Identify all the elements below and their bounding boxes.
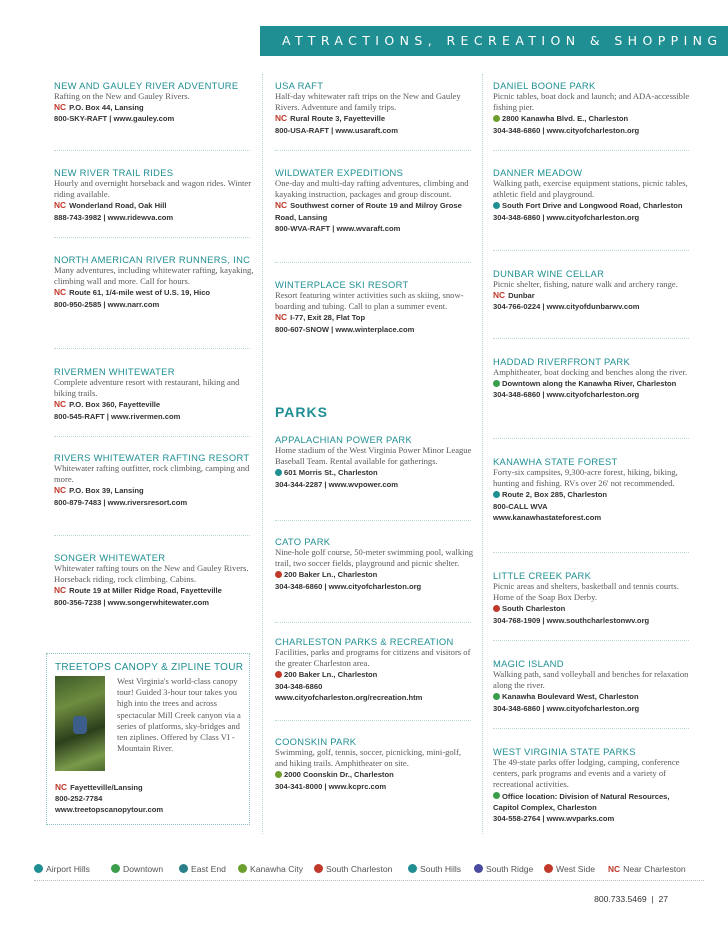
listing-contact[interactable]: 304-766-0224 | www.cityofdunbarwv.com [493, 302, 640, 312]
listing-desc: Walking path, sand volleyball and benches for relaxation along the river. [493, 669, 689, 691]
listing-desc: Picnic shelter, fishing, nature walk and archery range. [493, 279, 678, 289]
legend-south-ridge [474, 864, 533, 874]
airport-hills-icon [275, 469, 282, 476]
near-charleston-marker: NC [275, 312, 288, 323]
near-charleston-marker: NC [275, 113, 288, 124]
legend-label: Near Charleston [623, 864, 686, 874]
featured-listing-treetops [46, 653, 250, 825]
listing-contact[interactable]: 800-CALL WVA [493, 501, 548, 511]
address-text: South Charleston [502, 604, 566, 614]
address-text: South Fort Drive and Longwood Road, Charleston [502, 201, 683, 211]
listing-title: DUNBAR WINE CELLAR [493, 268, 605, 279]
address-text: I-77, Exit 28, Flat Top [290, 313, 366, 323]
listing-address [54, 287, 254, 298]
divider [493, 338, 689, 339]
listing-dunbar-wine-cellar [493, 268, 693, 313]
address-text: Route 19 at Miller Ridge Road, Fayetteville [69, 586, 222, 596]
near-charleston-marker: NC [608, 864, 621, 874]
address-text: Wonderland Road, Oak Hill [69, 201, 167, 211]
legend-kanawha-city [238, 864, 303, 874]
near-charleston-marker: NC [493, 290, 506, 301]
divider [275, 720, 471, 721]
column-divider [482, 74, 483, 834]
zipline-rider [73, 716, 87, 734]
listing-title: APPALACHIAN POWER PARK [275, 434, 413, 445]
listing-address [275, 769, 475, 780]
listing-title: USA RAFT [275, 80, 324, 91]
south-ridge-icon [474, 864, 483, 873]
listing-title: RIVERMEN WHITEWATER [54, 366, 175, 377]
listing-title: MAGIC ISLAND [493, 658, 564, 669]
west-side-icon [544, 864, 553, 873]
listing-contact[interactable]: 304-768-1909 | www.southcharlestonwv.org [493, 615, 650, 625]
near-charleston-marker: NC [54, 399, 67, 410]
listing-address [493, 691, 693, 702]
listing-contact[interactable]: 800-607-SNOW | www.winterplace.com [275, 324, 415, 334]
near-charleston-marker: NC [275, 200, 288, 211]
near-charleston-marker: NC [54, 102, 67, 113]
feature-heading [55, 662, 250, 673]
address-text: 200 Baker Ln., Charleston [284, 570, 378, 580]
listing-title: SONGER WHITEWATER [54, 552, 166, 563]
listing-contact[interactable]: 888-743-3982 | www.ridewva.com [54, 212, 174, 222]
legend-label: Airport Hills [46, 864, 90, 874]
listing-desc: Walking path, exercise equipment stations, picnic tables, athletic field and playground. [493, 178, 688, 200]
listing-address [54, 485, 254, 496]
listing-title: COONSKIN PARK [275, 736, 357, 747]
listing-desc: Half-day whitewater raft trips on the New and Gauley Rivers. Adventure and family trips. [275, 91, 461, 113]
address-text: Kanawha Boulevard West, Charleston [502, 692, 639, 702]
legend-east-end [179, 864, 226, 874]
listing-desc: One-day and multi-day rafting adventures, climbing and kayaking instruction, packages and group discount. [275, 178, 469, 200]
listing-address [493, 290, 693, 301]
listing-contact[interactable]: 304-348-6860 | www.cityofcharleston.org [493, 212, 640, 222]
divider [493, 728, 689, 729]
listing-desc: Picnic tables, boat dock and launch; and ADA-accessible fishing pier. [493, 91, 690, 113]
listing-coonskin-park [275, 736, 475, 792]
divider [493, 250, 689, 251]
listing-address [54, 200, 254, 211]
airport-hills-icon [34, 864, 43, 873]
address-text: Route 2, Box 285, Charleston [502, 490, 608, 500]
page-title: ATTRACTIONS, RECREATION & SHOPPING [282, 33, 723, 48]
listing-desc: Home stadium of the West Virginia Power Minor League Baseball Team. Rental available for gatherings. [275, 445, 472, 467]
address-text: 2000 Coonskin Dr., Charleston [284, 770, 394, 780]
address-text: Route 61, 1/4-mile west of U.S. 19, Hico [69, 288, 211, 298]
listing-title: NEW AND GAULEY RIVER ADVENTURE [54, 80, 239, 91]
listing-address [54, 585, 254, 596]
listing-address [493, 113, 693, 124]
west-side-icon [275, 671, 282, 678]
legend-airport-hills [34, 864, 90, 874]
downtown-icon [493, 792, 500, 799]
listing-narr [54, 254, 254, 310]
listing-cato-park [275, 536, 475, 592]
listing-address [54, 399, 254, 410]
region-legend [34, 864, 728, 880]
listing-desc: Forty-six campsites, 9,300-acre forest, hiking, biking, hunting and fishing. RVs over 26' not recommended. [493, 467, 678, 489]
listing-contact[interactable]: 304-344-2287 | www.wvpower.com [275, 479, 398, 489]
legend-label: Downtown [123, 864, 164, 874]
listing-desc: The 49-state parks offer lodging, camping, conference centers, park programs and events and a variety of recreational activities. [493, 757, 680, 790]
listing-desc: Nine-hole golf course, 50-meter swimming pool, walking trail, two soccer fields, playground and picnic shelter. [275, 547, 474, 569]
south-charleston-icon [314, 864, 323, 873]
south-charleston-icon [493, 605, 500, 612]
listing-address [275, 200, 475, 222]
divider [54, 535, 250, 536]
listing-title: CHARLESTON PARKS & RECREATION [275, 636, 454, 647]
listing-title: WILDWATER EXPEDITIONS [275, 167, 404, 178]
legend-south-hills [408, 864, 461, 874]
listing-address [493, 200, 693, 211]
divider [275, 520, 471, 521]
listing-contact[interactable]: 304-341-8000 | www.kcprc.com [275, 781, 387, 791]
west-side-icon [275, 571, 282, 578]
near-charleston-marker: NC [54, 585, 67, 596]
address-text: P.O. Box 39, Lansing [69, 486, 144, 496]
listing-contact[interactable]: 800-356-7238 | www.songerwhitewater.com [54, 597, 210, 607]
legend-near-charleston [608, 864, 686, 874]
divider [275, 622, 471, 623]
listing-charleston-parks-recreation [275, 636, 475, 703]
listing-title: NEW RIVER TRAIL RIDES [54, 167, 174, 178]
listing-title: DANNER MEADOW [493, 167, 583, 178]
listing-desc: Amphitheater, boat docking and benches along the river. [493, 367, 688, 377]
near-charleston-marker: NC [54, 200, 67, 211]
address-text: 2800 Kanawha Blvd. E., Charleston [502, 114, 629, 124]
listing-address [493, 791, 693, 813]
listing-title: CATO PARK [275, 536, 331, 547]
kanawha-city-icon [493, 115, 500, 122]
listing-desc: Many adventures, including whitewater rafting, kayaking, climbing wall and more. Call for hours. [54, 265, 254, 287]
address-text: Southwest corner of Route 19 and Milroy Grose Road, Lansing [275, 201, 462, 222]
listing-danner-meadow [493, 167, 693, 223]
legend-label: South Charleston [326, 864, 393, 874]
listing-contact[interactable]: 304-348-6860 | www.cityofcharleston.org [493, 125, 640, 135]
legend-south-charleston [314, 864, 392, 874]
address-text: P.O. Box 360, Fayetteville [69, 400, 161, 410]
listing-title: DANIEL BOONE PARK [493, 80, 596, 91]
listing-desc: Resort featuring winter activities such as skiing, snow-boarding and tubing. Call to plan a summer event. [275, 290, 464, 312]
listing-title: WEST VIRGINIA STATE PARKS [493, 746, 636, 757]
downtown-icon [111, 864, 120, 873]
legend-label: South Ridge [486, 864, 534, 874]
listing-address [275, 312, 475, 323]
listing-desc: Hourly and overnight horseback and wagon rides. Winter riding available. [54, 178, 252, 200]
listing-address [275, 113, 475, 124]
address-text: Office location: Division of Natural Resources, Capitol Complex, Charleston [493, 791, 670, 812]
listing-title: LITTLE CREEK PARK [493, 570, 592, 581]
divider [54, 150, 250, 151]
listing-address [493, 378, 693, 389]
listing-contact[interactable]: 304-348-6860 | www.cityofcharleston.org [493, 703, 640, 713]
listing-contact[interactable]: 304-348-6860 | www.cityofcharleston.org [493, 390, 640, 400]
listing-contact[interactable]: 800-879-7483 | www.riversresort.com [54, 497, 188, 507]
listing-desc: Complete adventure resort with restaurant, hiking and biking trails. [54, 377, 240, 399]
downtown-icon [493, 693, 500, 700]
listing-desc: Picnic areas and shelters, basketball and tennis courts. Home of the Soap Box Derby. [493, 581, 679, 603]
listing-title: HADDAD RIVERFRONT PARK [493, 356, 630, 367]
listing-contact[interactable]: 800-USA-RAFT | www.usaraft.com [275, 125, 398, 135]
listing-winterplace [275, 279, 475, 335]
listing-desc: Rafting on the New and Gauley Rivers. [54, 91, 190, 101]
near-charleston-marker: NC [54, 287, 67, 298]
listing-title: KANAWHA STATE FOREST [493, 456, 618, 467]
listing-address [54, 102, 254, 113]
downtown-icon [493, 380, 500, 387]
listing-title: WINTERPLACE SKI RESORT [275, 279, 409, 290]
listing-desc: Facilities, parks and programs for citizens and visitors of the greater Charleston area. [275, 647, 471, 669]
address-text: 601 Morris St., Charleston [284, 468, 378, 478]
feature-phone[interactable]: 800-252-7784 [55, 794, 103, 804]
divider [275, 150, 471, 151]
feature-address [55, 782, 250, 793]
legend-label: Kanawha City [250, 864, 304, 874]
address-text: Rural Route 3, Fayetteville [290, 114, 386, 124]
listing-address [275, 467, 475, 478]
kanawha-city-icon [275, 771, 282, 778]
south-hills-icon [493, 491, 500, 498]
listing-website[interactable]: www.cityofcharleston.org/recreation.htm [275, 692, 423, 702]
legend-downtown [111, 864, 163, 874]
divider [54, 348, 250, 349]
listing-contact[interactable]: 304-348-6860 | www.cityofcharleston.org [275, 581, 422, 591]
listing-address [275, 669, 475, 680]
listing-haddad-riverfront [493, 356, 693, 401]
legend-label: East End [191, 864, 226, 874]
listing-address [493, 603, 693, 614]
address-text: Dunbar [508, 291, 535, 301]
footer-phone: 800.733.5469 [594, 894, 647, 904]
parks-heading: PARKS [275, 404, 328, 420]
listing-little-creek-park [493, 570, 693, 626]
address-text: P.O. Box 44, Lansing [69, 103, 144, 113]
footer-separator: | [651, 894, 654, 904]
south-hills-icon [493, 202, 500, 209]
divider [493, 150, 689, 151]
feature-contact-block [55, 782, 250, 816]
listing-wv-state-parks [493, 746, 693, 824]
listing-daniel-boone-park [493, 80, 693, 136]
divider [275, 262, 471, 263]
legend-label: South Hills [420, 864, 462, 874]
feature-title: TREETOPS CANOPY & ZIPLINE TOUR [55, 662, 244, 673]
listing-magic-island [493, 658, 693, 714]
page-number: 27 [658, 894, 668, 904]
divider [54, 237, 250, 238]
legend-divider [34, 880, 704, 881]
listing-desc: Whitewater rafting outfitter, rock climbing, camping and more. [54, 463, 250, 485]
kanawha-city-icon [238, 864, 247, 873]
divider [493, 438, 689, 439]
listing-appalachian-power-park [275, 434, 475, 490]
feature-website[interactable]: www.treetopscanopytour.com [55, 805, 164, 815]
listing-address [275, 569, 475, 580]
listing-website[interactable]: www.kanawhastateforest.com [493, 512, 602, 522]
divider [493, 640, 689, 641]
address-text: 200 Baker Ln., Charleston [284, 670, 378, 680]
listing-kanawha-state-forest [493, 456, 693, 523]
listing-desc: Whitewater rafting tours on the New and Gauley Rivers. Horseback riding, rock climbing. Cabins. [54, 563, 249, 585]
listing-songer [54, 552, 254, 608]
feature-desc: West Virginia's world-class canopy tour! Guided 3-hour tour takes you high into the trees and across spectacular Mill Creek canyon via a series of platforms, sky-bridges and ten ziplines. Offered by Class VI - Mountain River. [117, 676, 241, 754]
listing-title: RIVERS WHITEWATER RAFTING RESORT [54, 452, 250, 463]
legend-label: West Side [556, 864, 596, 874]
legend-west-side [544, 864, 595, 874]
listing-contact[interactable]: 800-WVA-RAFT | www.wvaraft.com [275, 223, 401, 233]
listing-address [493, 489, 693, 500]
east-end-icon [179, 864, 188, 873]
near-charleston-marker: NC [55, 782, 68, 792]
listing-contact[interactable]: 800-545-RAFT | www.rivermen.com [54, 411, 181, 421]
listing-usa-raft [275, 80, 475, 136]
listing-rivermen [54, 366, 254, 422]
page-footer [594, 894, 668, 904]
listing-contact[interactable]: 800-SKY-RAFT | www.gauley.com [54, 114, 175, 124]
near-charleston-marker: NC [54, 485, 67, 496]
listing-contact[interactable]: 800-950-2585 | www.narr.com [54, 299, 160, 309]
address-text: Downtown along the Kanawha River, Charleston [502, 379, 677, 389]
listing-title: NORTH AMERICAN RIVER RUNNERS, INC [54, 254, 251, 265]
divider [54, 436, 250, 437]
listing-contact[interactable]: 304-348-6860 [275, 681, 323, 691]
listing-rivers-whitewater [54, 452, 254, 508]
divider [493, 552, 689, 553]
listing-new-river-trail-rides [54, 167, 254, 223]
listing-contact[interactable]: 304-558-2764 | www.wvparks.com [493, 814, 615, 824]
listing-desc: Swimming, golf, tennis, soccer, picnicking, mini-golf, and hiking trails. Amphitheater on site. [275, 747, 462, 769]
column-divider [262, 74, 263, 834]
listing-wildwater [275, 167, 475, 234]
south-hills-icon [408, 864, 417, 873]
listing-new-and-gauley [54, 80, 254, 125]
address-text: Fayetteville/Lansing [70, 783, 143, 792]
zipline-photo [55, 676, 105, 771]
